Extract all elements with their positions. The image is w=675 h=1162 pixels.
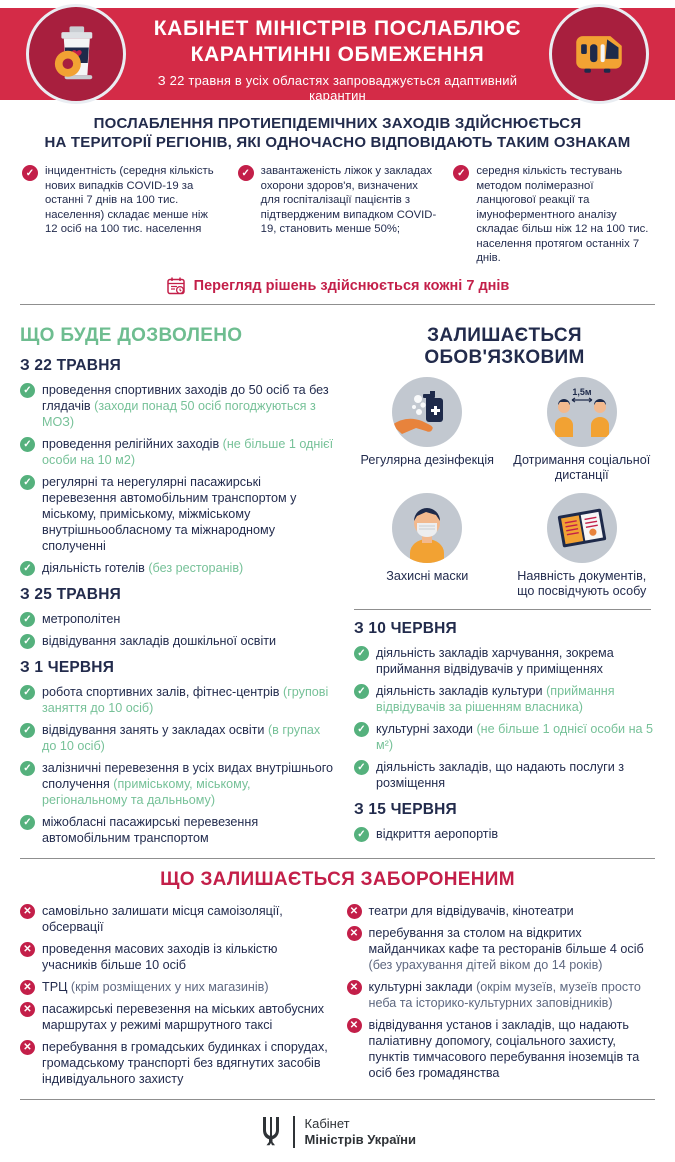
item-text: діяльність закладів, що надають послуги з розміщення: [376, 759, 625, 790]
criteria-section: [0, 100, 675, 296]
item-text: самовільно залишати місця самоізоляції, обсервації: [42, 903, 283, 934]
mandatory-title: ЗАЛИШАЄТЬСЯ ОБОВ'ЯЗКОВИМ: [424, 324, 585, 368]
item-text: інцидентність (середня кількість нових випадків COVID-19 за останні 7 днів на 100 тис. населення) складає менше ніж 12 осіб на 100 тис. населення: [45, 165, 214, 235]
item-text: робота спортивних залів, фітнес-центрів (групові заняття до 10 осіб): [42, 684, 329, 715]
cross-icon: ✕: [20, 904, 35, 919]
criteria-title-line2: НА ТЕРИТОРІЇ РЕГІОНІВ, ЯКІ ОДНОЧАСНО ВІДПОВІДАЮТЬ ТАКИМ ОЗНАКАМ: [44, 134, 631, 151]
documents-icon: [547, 493, 617, 563]
item-text: метрополітен: [42, 611, 121, 626]
date-heading: З 25 ТРАВНЯ: [20, 585, 121, 603]
criteria-list: [18, 164, 657, 266]
item-text: культурні заклади (окрім музеїв, музеїв просто неба та історико-культурних заповідників): [368, 979, 641, 1010]
disinfection-icon: [392, 377, 462, 447]
check-icon: ✓: [20, 723, 35, 738]
header-title-line1: КАБІНЕТ МІНІСТРІВ ПОСЛАБЛЮЄ: [153, 17, 522, 40]
check-icon: ✓: [20, 685, 35, 700]
list-item: [20, 474, 338, 554]
items-list: [20, 611, 338, 649]
list-item: [20, 979, 329, 995]
items-list: [20, 684, 338, 846]
date-heading: З 1 ЧЕРВНЯ: [20, 658, 115, 676]
list-item: [20, 633, 338, 649]
review-note-text: Перегляд рішень здійснюється кожні 7 днів: [193, 277, 510, 294]
list-item: [354, 683, 655, 715]
coffee-donut-icon: [37, 15, 115, 93]
divider-top: [20, 304, 655, 305]
mandatory-item-mask: [354, 493, 501, 599]
banned-section: [0, 869, 675, 1093]
check-icon: ✓: [354, 827, 369, 842]
cross-icon: ✕: [347, 1018, 362, 1033]
list-item: [20, 1039, 329, 1087]
header-subtitle: З 22 травня в усіх областях запроваджується адаптивний карантин: [157, 73, 518, 103]
cross-icon: ✕: [20, 1002, 35, 1017]
list-item: [354, 645, 655, 677]
list-item: [20, 382, 338, 430]
allowed-groups: [20, 357, 338, 846]
header-title-line2: КАРАНТИННІ ОБМЕЖЕННЯ: [190, 43, 485, 66]
item-text: пасажирські перевезення на міських автобусних маршрутах у режимі маршрутного таксі: [42, 1001, 325, 1032]
divider-banned: [20, 858, 655, 859]
item-text: міжобласні пасажирські перевезення автомобільним транспортом: [42, 814, 259, 845]
icon-caption: Регулярна дезінфекція: [360, 452, 494, 467]
item-text: відвідування занять у закладах освіти (в групах до 10 осіб): [42, 722, 321, 753]
mandatory-icon-grid: [354, 377, 655, 599]
item-text: відвідування закладів дошкільної освіти: [42, 633, 277, 648]
check-icon: ✓: [20, 815, 35, 830]
banned-left-list: [20, 903, 329, 1093]
list-item: [20, 941, 329, 973]
mandatory-item-disinfection: [354, 377, 501, 483]
footer: [0, 1106, 675, 1162]
item-text: діяльність закладів харчування, зокрема приймання відвідувачів у приміщеннях: [376, 645, 614, 676]
item-text: залізничні перевезення в усіх видах внутрішнього сполучення (приміському, міському, регіональному та дальньому): [42, 760, 334, 807]
item-note: (не більше 1 однієї особи на 10 м2): [42, 436, 334, 467]
trident-emblem-icon: [259, 1116, 283, 1148]
list-item: [347, 1017, 656, 1081]
item-note: (не більше 1 однієї особи на 5 м²): [376, 721, 654, 752]
item-text: середня кількість тестувань методом полімеразної ланцюгової реакції та імуноферментного аналізу складає більш ніж 12 на 100 тис. населення протягом останніх 7 днів.: [476, 165, 649, 264]
metro-train-icon: [560, 15, 638, 93]
check-icon: ✓: [354, 722, 369, 737]
main-columns: [0, 311, 675, 852]
item-note: (заходи понад 50 осіб погоджуються з МОЗ): [42, 398, 316, 429]
item-note: (приймання відвідувачів за рішенням власника): [376, 683, 615, 714]
footer-line2: Міністрів України: [304, 1131, 416, 1147]
item-text: театри для відвідувачів, кінотеатри: [368, 903, 574, 918]
cross-icon: ✕: [347, 926, 362, 941]
item-note: (приміському, міському, регіональному та дальньому): [42, 776, 251, 807]
list-item: [238, 164, 438, 266]
item-text: проведення релігійних заходів (не більше 1 однієї особи на 10 м2): [42, 436, 334, 467]
list-item: [20, 436, 338, 468]
check-icon: ✓: [354, 684, 369, 699]
icon-caption: Наявність документів, що посвідчують особу: [517, 568, 647, 598]
item-text: відвідування установ і закладів, що надають паліативну допомогу, соціального захисту, пунктів тимчасового перебування іноземців та осіб без громадянства: [368, 1017, 640, 1080]
check-icon: ✓: [354, 646, 369, 661]
item-text: перебування за столом на відкритих майданчиках кафе та ресторанів більше 4 осіб (без урахування дітей віком до 14 років): [368, 925, 644, 972]
list-item: [20, 560, 338, 576]
item-text: ТРЦ (крім розміщених у них магазинів): [42, 979, 269, 994]
list-item: [20, 760, 338, 808]
allowed-column: [20, 319, 338, 852]
item-text: культурні заходи (не більше 1 однієї особи на 5 м²): [376, 721, 654, 752]
item-text: проведення масових заходів із кількістю учасників більше 10 осіб: [42, 941, 278, 972]
item-text: діяльність закладів культури (приймання відвідувачів за рішенням власника): [376, 683, 615, 714]
item-text: регулярні та нерегулярні пасажирські перевезення автомобільним транспортом у міському, приміському, міжміському внутрішньообласному та міжнародному сполученні: [42, 474, 297, 553]
list-item: [347, 979, 656, 1011]
header-band: [0, 8, 675, 103]
mandatory-groups: [354, 620, 655, 842]
list-item: [354, 721, 655, 753]
mandatory-column: [354, 319, 655, 852]
list-item: [354, 826, 655, 842]
mandatory-item-distance: [509, 377, 656, 483]
list-item: [347, 903, 656, 919]
date-heading: З 22 ТРАВНЯ: [20, 356, 121, 374]
item-note: (без урахування дітей віком до 14 років): [368, 957, 603, 972]
list-item: [22, 164, 222, 266]
check-icon: ✓: [20, 475, 35, 490]
check-icon: ✓: [238, 165, 254, 181]
check-icon: ✓: [20, 612, 35, 627]
check-icon: ✓: [22, 165, 38, 181]
check-icon: ✓: [20, 561, 35, 576]
item-note: (без ресторанів): [144, 560, 244, 575]
item-note: (окрім музеїв, музеїв просто неба та історико-культурних заповідників): [368, 979, 641, 1010]
icon-caption: Дотримання соціальної дистанції: [513, 452, 651, 482]
cross-icon: ✕: [347, 904, 362, 919]
list-item: [20, 684, 338, 716]
check-icon: ✓: [20, 437, 35, 452]
items-list: [354, 645, 655, 791]
list-item: [453, 164, 653, 266]
divider-footer: [20, 1099, 655, 1100]
svg-text:1,5м: 1,5м: [572, 386, 592, 397]
calendar-icon: [166, 276, 186, 296]
items-list: [354, 826, 655, 842]
item-note: (в групах до 10 осіб): [42, 722, 321, 753]
banned-right-list: [347, 903, 656, 1093]
review-note-row: [18, 276, 657, 296]
check-icon: ✓: [20, 383, 35, 398]
train-badge: [549, 4, 649, 104]
banned-columns: [0, 903, 675, 1093]
item-note: (крім розміщених у них магазинів): [67, 979, 269, 994]
footer-line1: Кабінет: [304, 1115, 350, 1131]
coffee-badge: [26, 4, 126, 104]
allowed-title: ЩО БУДЕ ДОЗВОЛЕНО: [20, 324, 243, 346]
item-text: діяльність готелів (без ресторанів): [42, 560, 244, 575]
criteria-title-line1: ПОСЛАБЛЕННЯ ПРОТИЕПІДЕМІЧНИХ ЗАХОДІВ ЗДІЙСНЮЄТЬСЯ: [93, 115, 582, 132]
list-item: [354, 759, 655, 791]
item-text: відкриття аеропортів: [376, 826, 499, 841]
mask-icon: [392, 493, 462, 563]
list-item: [20, 722, 338, 754]
divider-mandatory: [354, 609, 651, 610]
footer-org-name: [305, 1116, 416, 1148]
date-heading: З 10 ЧЕРВНЯ: [354, 619, 457, 637]
item-text: завантаженість ліжок у закладах охорони здоров'я, визначених для госпіталізації пацієнтів з підтвердженим випадком COVID-19, становить менше 50%;: [260, 165, 437, 235]
check-icon: ✓: [453, 165, 469, 181]
cross-icon: ✕: [20, 942, 35, 957]
check-icon: ✓: [20, 761, 35, 776]
icon-caption: Захисні маски: [386, 568, 469, 583]
item-note: (групові заняття до 10 осіб): [42, 684, 329, 715]
footer-separator: [293, 1116, 295, 1148]
cross-icon: ✕: [20, 1040, 35, 1055]
list-item: [20, 814, 338, 846]
header-titles: [140, 16, 535, 103]
cross-icon: ✕: [347, 980, 362, 995]
cross-icon: ✕: [20, 980, 35, 995]
banned-title: ЩО ЗАЛИШАЄТЬСЯ ЗАБОРОНЕНИМ: [160, 868, 515, 890]
mandatory-item-documents: [509, 493, 656, 599]
distance-icon: [547, 377, 617, 447]
check-icon: ✓: [20, 634, 35, 649]
list-item: [20, 611, 338, 627]
check-icon: ✓: [354, 760, 369, 775]
list-item: [347, 925, 656, 973]
item-text: проведення спортивних заходів до 50 осіб та без глядачів (заходи понад 50 осіб погоджуються з МОЗ): [42, 382, 329, 429]
items-list: [20, 382, 338, 576]
list-item: [20, 903, 329, 935]
date-heading: З 15 ЧЕРВНЯ: [354, 800, 457, 818]
item-text: перебування в громадських будинках і спорудах, громадському транспорті без вдягнутих засобів індивідуального захисту: [42, 1039, 328, 1086]
list-item: [20, 1001, 329, 1033]
